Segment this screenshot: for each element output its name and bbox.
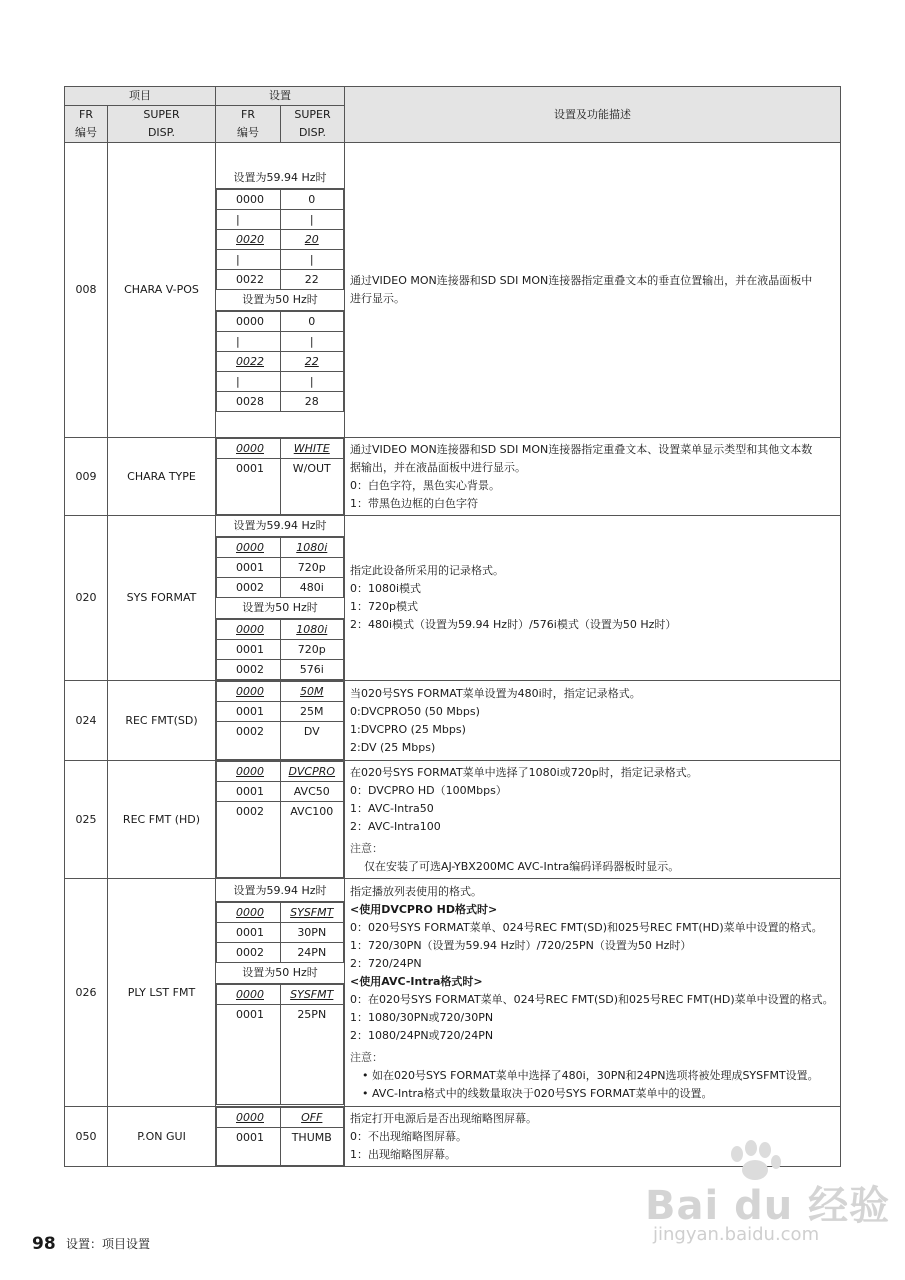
- super-disp-name: CHARA V-POS: [108, 143, 216, 438]
- note-bullet: • AVC-Intra格式中的线数量取决于020号SYS FORMAT菜单中的设置。: [362, 1086, 713, 1100]
- frequency-label: 设置为50 Hz时: [216, 963, 344, 984]
- fr-number: 020: [65, 516, 108, 681]
- note-label: 注意：: [350, 841, 383, 855]
- super-disp-name: CHARA TYPE: [108, 438, 216, 516]
- value-group: 0000 SYSFMT 0001 25PN: [216, 984, 344, 1105]
- menu-settings-table: [64, 86, 841, 1167]
- default-value: 0000: [217, 682, 281, 702]
- note-label: 注意：: [350, 1050, 383, 1064]
- description: 通过VIDEO MON连接器和SD SDI MON连接器指定重叠文本的垂直位置输出，并在液晶面板中 进行显示。: [345, 143, 841, 438]
- value-group: 0000 SYSFMT 0001 30PN 0002 24PN: [216, 902, 344, 963]
- header-fr-no: FR 编号: [65, 106, 108, 143]
- description: 指定此设备所采用的记录格式。 0：1080i模式 1：720p模式 2：480i模式（设置为59.94 Hz时）/576i模式（设置为50 Hz时）: [345, 516, 841, 681]
- default-value: 0000: [217, 1108, 281, 1128]
- header-item: 项目: [65, 87, 216, 106]
- table-row: [65, 516, 841, 681]
- fr-number: 024: [65, 681, 108, 761]
- value-group: 0000 OFF 0001 THUMB: [216, 1107, 344, 1166]
- fr-number: 025: [65, 761, 108, 879]
- frequency-label: 设置为50 Hz时: [216, 598, 344, 619]
- watermark-brand: Bai du 经验: [645, 1183, 891, 1229]
- default-value: SYSFMT: [280, 984, 344, 1004]
- setting-values: [216, 761, 345, 879]
- table-row: [65, 761, 841, 879]
- frequency-label: 设置为59.94 Hz时: [216, 168, 344, 189]
- page-title: 设置：项目设置: [66, 1237, 151, 1251]
- default-value: 20: [280, 230, 344, 250]
- value-group: 0000 DVCPRO 0001 AVC50 0002 AVC100: [216, 761, 344, 878]
- value-group: 0000 WHITE 0001 W/OUT: [216, 438, 344, 515]
- default-value: 50M: [280, 682, 344, 702]
- default-value: OFF: [280, 1108, 344, 1128]
- default-value: 0000: [217, 620, 281, 640]
- value-group: 0000 0 | | 0020 20 | | 0022 22: [216, 189, 344, 290]
- super-disp-name: PLY LST FMT: [108, 879, 216, 1107]
- fr-number: 026: [65, 879, 108, 1107]
- default-value: 0000: [217, 538, 281, 558]
- table-row: [65, 879, 841, 1107]
- value-group: 0000 0 | | 0022 22 | | 0028 28: [216, 311, 344, 412]
- note-bullet: • 如在020号SYS FORMAT菜单中选择了480i，30PN和24PN选项将被处理成SYSFMT设置。: [362, 1068, 819, 1082]
- super-disp-name: REC FMT(SD): [108, 681, 216, 761]
- value-group: 0000 1080i 0001 720p 0002 480i: [216, 537, 344, 598]
- description: 在020号SYS FORMAT菜单中选择了1080i或720p时，指定记录格式。 0：DVCPRO HD（100Mbps） 1：AVC-Intra50 2：AVC-Intra100 注意： 仅在安装了可选AJ-YBX200MC AVC-Intra编码译码器板时显示。: [345, 761, 841, 879]
- default-value: WHITE: [280, 439, 344, 459]
- section-title: <使用DVCPRO HD格式时>: [350, 902, 498, 916]
- header-super-disp: SUPER DISP.: [108, 106, 216, 143]
- default-value: 0022: [217, 352, 281, 372]
- setting-values: [216, 681, 345, 761]
- baidu-watermark: [645, 1140, 891, 1250]
- default-value: 0000: [217, 762, 281, 782]
- note-text: 仅在安装了可选AJ-YBX200MC AVC-Intra编码译码器板时显示。: [364, 859, 680, 873]
- default-value: 22: [280, 352, 344, 372]
- description: 指定打开电源后是否出现缩略图屏幕。 0：不出现缩略图屏幕。 1：出现缩略图屏幕。: [345, 1107, 841, 1167]
- frequency-label: 设置为59.94 Hz时: [216, 516, 344, 537]
- fr-number: 008: [65, 143, 108, 438]
- value-group: 0000 50M 0001 25M 0002 DV: [216, 681, 344, 760]
- setting-values: [216, 1107, 345, 1167]
- header-setting-super-disp: SUPER DISP.: [281, 106, 345, 143]
- default-value: 0000: [217, 984, 281, 1004]
- page-number: 98: [32, 1234, 56, 1254]
- header-description: 设置及功能描述: [345, 87, 841, 143]
- fr-number: 009: [65, 438, 108, 516]
- description: 当020号SYS FORMAT菜单设置为480i时，指定记录格式。 0:DVCPRO50 (50 Mbps) 1:DVCPRO (25 Mbps) 2:DV (25 Mbps): [345, 681, 841, 761]
- section-title: <使用AVC-Intra格式时>: [350, 974, 483, 988]
- table-row: [65, 681, 841, 761]
- frequency-label: 设置为59.94 Hz时: [216, 881, 344, 902]
- watermark-url: jingyan.baidu.com: [653, 1224, 820, 1245]
- super-disp-name: REC FMT (HD): [108, 761, 216, 879]
- default-value: 0000: [217, 439, 281, 459]
- header-setting: 设置: [216, 87, 345, 106]
- default-value: 1080i: [280, 620, 344, 640]
- super-disp-name: SYS FORMAT: [108, 516, 216, 681]
- super-disp-name: P.ON GUI: [108, 1107, 216, 1167]
- description: 通过VIDEO MON连接器和SD SDI MON连接器指定重叠文本、设置菜单显示类型和其他文本数 据输出，并在液晶面板中进行显示。 0：白色字符，黑色实心背景。 1：带黑色边框的白色字符: [345, 438, 841, 516]
- frequency-label: 设置为50 Hz时: [216, 290, 344, 311]
- default-value: 0020: [217, 230, 281, 250]
- setting-values: [216, 143, 345, 438]
- fr-number: 050: [65, 1107, 108, 1167]
- value-group: 0000 1080i 0001 720p 0002 576i: [216, 619, 344, 680]
- table-row: [65, 438, 841, 516]
- default-value: DVCPRO: [280, 762, 344, 782]
- default-value: SYSFMT: [280, 902, 344, 922]
- default-value: 1080i: [280, 538, 344, 558]
- header-setting-fr-no: FR 编号: [216, 106, 281, 143]
- description: 指定播放列表使用的格式。 <使用DVCPRO HD格式时> 0：020号SYS FORMAT菜单、024号REC FMT(SD)和025号REC FMT(HD)菜单中设置的格式。 1：720/30PN（设置为59.94 Hz时）/720/25PN（设置为50 Hz时） 2：720/24PN <使用AVC-Intra格式时> 0：在020号SYS FORMAT菜单、024号REC FMT(SD)和025号REC FMT(HD)菜单中设置的格式。 1：1080/30PN或720/30PN 2：1080/24PN或720/24PN 注意： • 如在020号SYS FORMAT菜单中选择了480i，30PN和24PN选项将被处理成SYSFMT设置。 • AVC-Intra格式中的线数量取决于020号SYS FORMAT菜单中的设置。: [345, 879, 841, 1107]
- table-row: [65, 143, 841, 438]
- setting-values: [216, 516, 345, 681]
- setting-values: [216, 879, 345, 1107]
- setting-values: [216, 438, 345, 516]
- default-value: 0000: [217, 902, 281, 922]
